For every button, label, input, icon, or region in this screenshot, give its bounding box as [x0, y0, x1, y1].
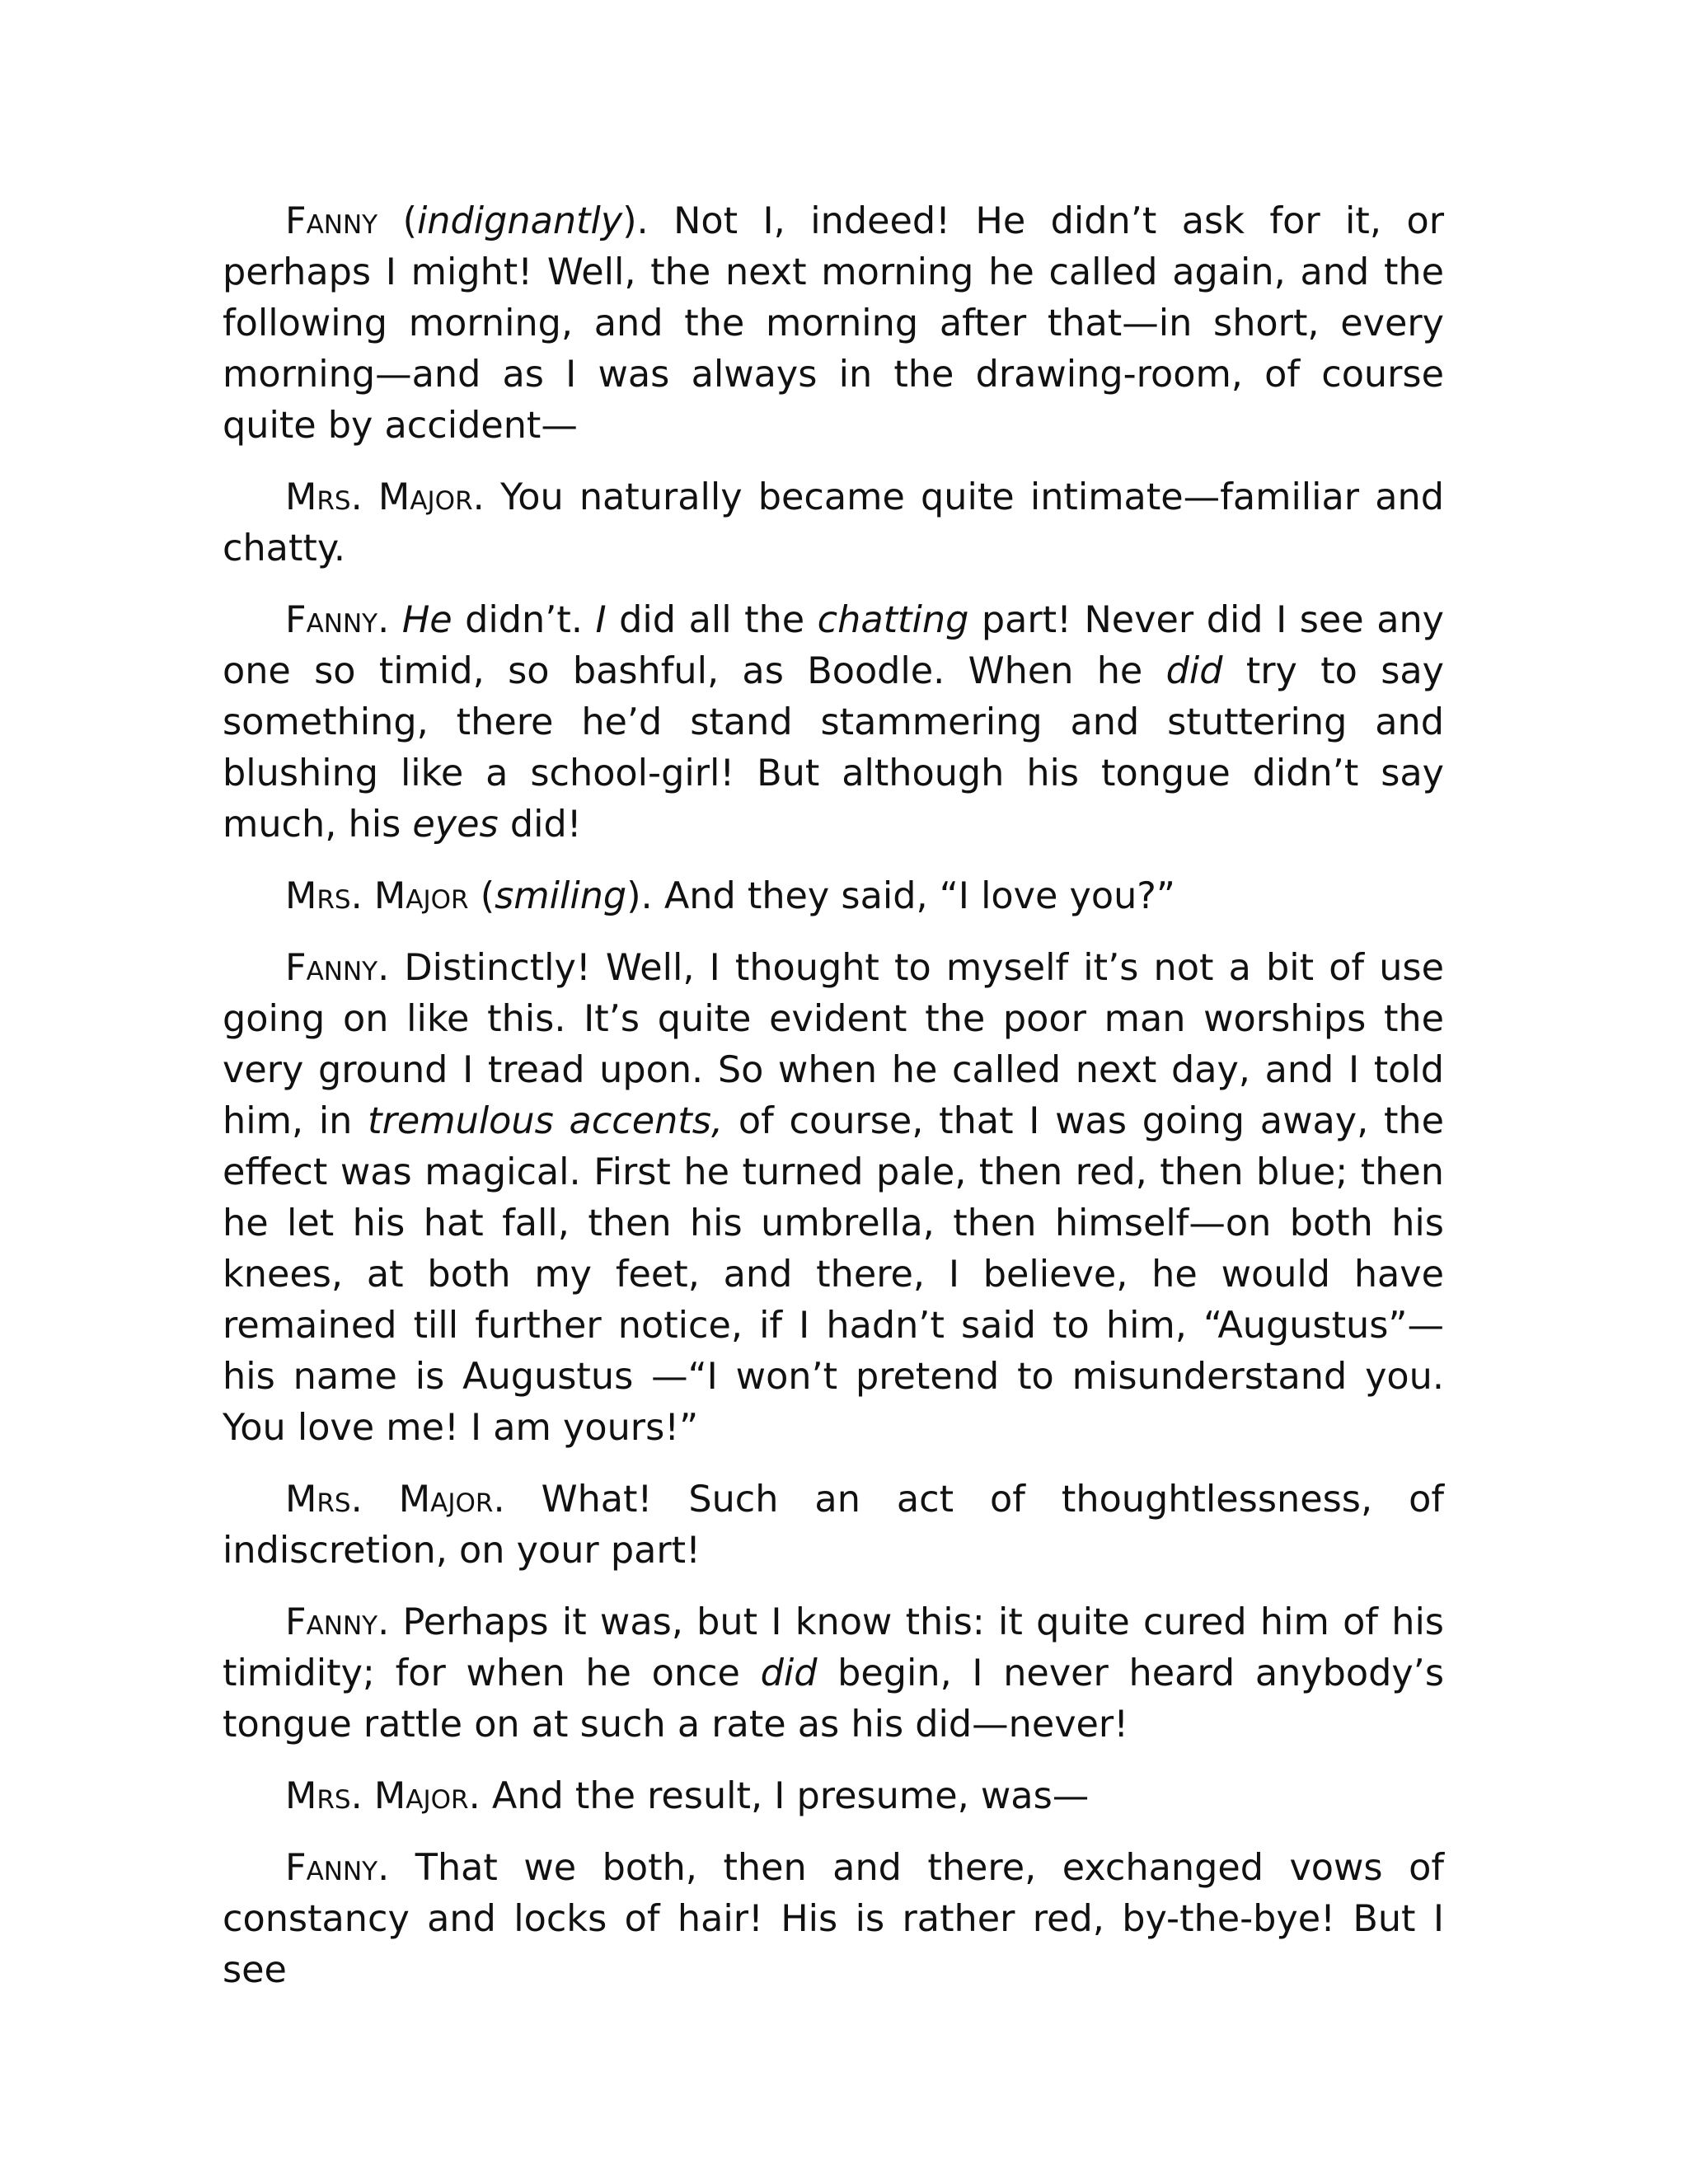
dialogue-text: . And the result, I presume, was—	[468, 1775, 1090, 1817]
speaker-name: Fanny	[285, 200, 378, 242]
dialogue-text: ). Not I, indeed! He didn’t ask for it, or perhaps I might! Well, the next morning he called again, and the following morning, and the morning after that—in short, every morning—and as I was always in the drawing-room, of course quite by accident—	[223, 200, 1444, 447]
italic-text: did	[1165, 650, 1223, 692]
dialogue-text: ). And they said, “I love you?”	[626, 875, 1175, 917]
dialogue-text: did!	[498, 804, 582, 846]
dialogue-text: (	[468, 875, 495, 917]
dialogue-paragraph	[223, 1771, 1444, 1822]
italic-text: eyes	[412, 804, 499, 846]
dialogue-paragraph	[223, 1597, 1444, 1750]
dialogue-text: part! Never did I see any one so timid, so bashful, as Boodle. When he	[223, 599, 1445, 692]
speaker-name: Fanny	[285, 1847, 378, 1889]
italic-text: chatting	[817, 599, 969, 641]
italic-text: did	[760, 1652, 818, 1694]
dialogue-text: (	[377, 200, 417, 242]
dialogue-text: of course, that I was going away, the effect was magical. First he turned pale, then red, then blue; then he let his hat fall, then his umbrella, then himself—on both his knees, at both my feet, and there, I believe, he would have remained till further notice, if I hadn’t said to him, “Augustus”—his name is Augustus —“I won’t pretend to misunderstand you. You love me! I am yours!”	[223, 1100, 1444, 1449]
dialogue-paragraph	[223, 1474, 1444, 1577]
speaker-name: Fanny	[285, 1601, 378, 1643]
dialogue-text: begin, I never heard anybody’s tongue rattle on at such a rate as his did—never!	[223, 1652, 1445, 1746]
italic-text: I	[595, 599, 607, 641]
dialogue-text: . Distinctly! Well, I thought to myself it’s not a bit of use going on like this. It’s quite evident the poor man worships the very ground I tread upon. So when he called next day, and I told him, in	[223, 947, 1444, 1142]
speaker-name: Fanny	[285, 599, 378, 641]
speaker-name: Mrs. Major	[285, 476, 473, 518]
dialogue-text: try to say something, there he’d stand stammering and stuttering and blushing like a school-girl! But although his tongue didn’t say much, his	[223, 650, 1444, 846]
dialogue-paragraph	[223, 943, 1444, 1454]
speaker-name: Mrs. Major	[285, 875, 469, 917]
italic-text: indignantly	[416, 200, 623, 242]
dialogue-text: . Perhaps it was, but I know this: it quite cured him of his timidity; for when he once	[223, 1601, 1444, 1694]
dialogue-paragraph	[223, 196, 1444, 452]
dialogue-paragraph	[223, 472, 1444, 574]
speaker-name: Fanny	[285, 947, 378, 989]
dialogue-text: . That we both, then and there, exchanged vows of constancy and locks of hair! His is rather red, by-the-bye! But I see	[223, 1847, 1444, 1991]
dialogue-text: . You naturally became quite intimate—familiar and chatty.	[223, 476, 1444, 569]
italic-text: smiling	[495, 875, 627, 917]
page-text	[223, 196, 1444, 2017]
speaker-name: Mrs. Major	[285, 1479, 494, 1521]
italic-text: He	[401, 599, 452, 641]
dialogue-paragraph	[223, 871, 1444, 922]
dialogue-paragraph	[223, 595, 1444, 851]
speaker-name: Mrs. Major	[285, 1775, 469, 1817]
dialogue-text: didn’t.	[452, 599, 596, 641]
dialogue-text: did all the	[606, 599, 818, 641]
italic-text: tremulous accents,	[368, 1100, 724, 1142]
dialogue-paragraph	[223, 1843, 1444, 1996]
dialogue-text: .	[377, 599, 402, 641]
dialogue-text: . What! Such an act of thoughtlessness, of indiscretion, on your part!	[223, 1479, 1444, 1572]
